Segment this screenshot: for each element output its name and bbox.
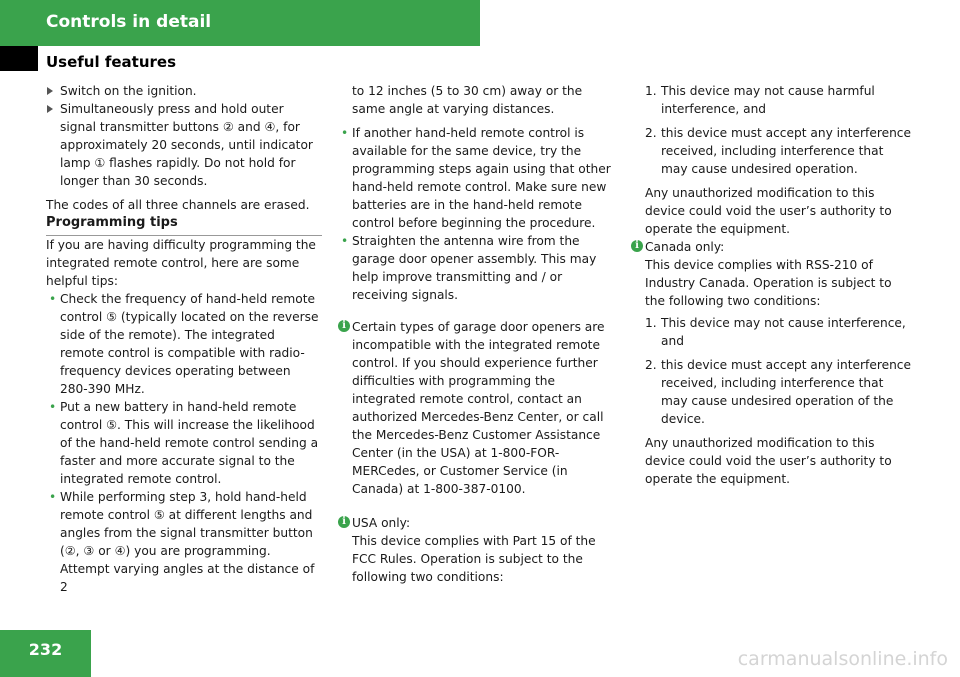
- column-2: [338, 82, 616, 602]
- canada-condition-1: 1. This device may not cause interference, and: [645, 316, 906, 348]
- info-note-canada: [631, 238, 911, 310]
- info-incompatible-text: Certain types of garage door openers are incompatible with the integrated remote control. If you should experience further difficulties with programming the integrated remote control, contact an authorized Mercedes-Benz Center, or call the Mercedes-Benz Customer Assistance Center (in the USA) at 1-800-FOR-MERCedes, or Customer Service (in Canada) at 1-800-387-0100.: [352, 320, 605, 496]
- info-icon: i: [631, 240, 643, 252]
- tips-intro: If you are having difficulty programming the integrated remote control, here are some helpful tips:: [46, 238, 316, 288]
- chapter-title: Controls in detail: [46, 12, 212, 32]
- column-1: [46, 82, 322, 596]
- usa-condition-1: 1. This device may not cause harmful interference, and: [645, 84, 875, 116]
- usa-only-title: USA only:: [352, 516, 411, 530]
- page-number: 232: [28, 640, 63, 659]
- tip-other-remote: • If another hand-held remote control is available for the same device, try the programming steps again using that other hand-held remote control. Make sure new batteries are in the hand-held remote control before beginning the procedure.: [338, 124, 616, 232]
- programming-tips-heading: Programming tips: [46, 214, 322, 236]
- info-icon: i: [338, 516, 350, 528]
- tip-frequency: • Check the frequency of hand-held remote control ⑤ (typically located on the reverse side of the remote). The integrated remote control is compatible with radio-frequency devices operating between 280-390 MHz.: [46, 290, 322, 398]
- section-title: Useful features: [46, 53, 177, 71]
- info-note-usa: [338, 514, 616, 586]
- canada-only-body: This device complies with RSS-210 of Industry Canada. Operation is subject to the following two conditions:: [645, 258, 892, 308]
- canada-only-title: Canada only:: [645, 240, 725, 254]
- info-icon: i: [338, 320, 350, 332]
- usa-modification-note: Any unauthorized modification to this device could void the user’s authority to operate the equipment.: [645, 186, 892, 236]
- step-result-note: The codes of all three channels are erased.: [46, 198, 310, 212]
- column-3: [631, 82, 911, 488]
- step-press-buttons: Simultaneously press and hold outer signal transmitter buttons ② and ④, for approximately 20 seconds, until indicator lamp ① flashes rapidly. Do not hold for longer than 30 seconds.: [46, 100, 322, 190]
- usa-only-body: This device complies with Part 15 of the FCC Rules. Operation is subject to the following two conditions:: [352, 534, 596, 584]
- corner-tab: [0, 46, 38, 71]
- tip-battery: • Put a new battery in hand-held remote control ⑤. This will increase the likelihood of the hand-held remote control sending a faster and more accurate signal to the integrated remote control.: [46, 398, 322, 488]
- tip-angles-continued: to 12 inches (5 to 30 cm) away or the same angle at varying distances.: [352, 84, 583, 116]
- step-switch-ignition: Switch on the ignition.: [46, 82, 322, 100]
- info-note-incompatible: [338, 318, 616, 498]
- canada-condition-2: 2. this device must accept any interference received, including interference that may cause undesired operation of the device.: [645, 358, 912, 426]
- tip-angles: • While performing step 3, hold hand-held remote control ⑤ at different lengths and angles from the signal transmitter button (②, ③ or ④) you are programming. Attempt varying angles at the distance of 2: [46, 488, 322, 596]
- watermark: carmanualsonline.info: [737, 648, 948, 670]
- canada-modification-note: Any unauthorized modification to this device could void the user’s authority to operate the equipment.: [645, 436, 892, 486]
- tip-antenna: • Straighten the antenna wire from the garage door opener assembly. This may help improve transmitting and / or receiving signals.: [338, 232, 616, 304]
- usa-condition-2: 2. this device must accept any interference received, including interference that may cause undesired operation.: [645, 126, 912, 176]
